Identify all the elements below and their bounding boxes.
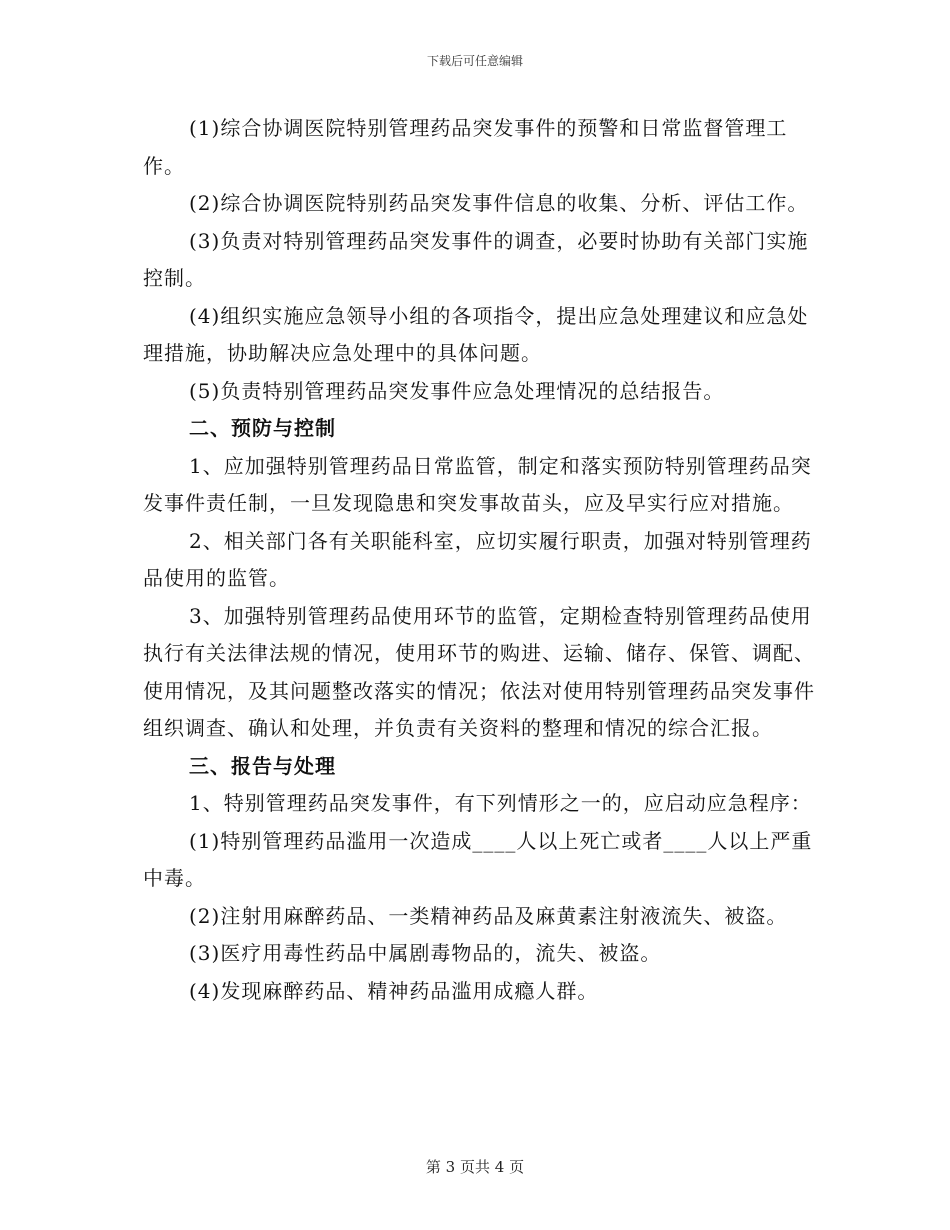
page-number: 第 3 页共 4 页	[425, 1158, 525, 1176]
paragraph: 1、特别管理药品突发事件，有下列情形之一的，应启动应急程序：	[189, 791, 812, 815]
paragraph: (2)注射用麻醉药品、一类精神药品及麻黄素注射液流失、被盗。	[189, 903, 788, 928]
paragraph: 2、相关部门各有关职能科室，应切实履行职责，加强对特别管理药品使用的监管。	[143, 528, 812, 590]
section-heading: 二、预防与控制	[189, 416, 336, 440]
section-heading: 三、报告与处理	[189, 753, 336, 778]
paragraph: (2)综合协调医院特别药品突发事件信息的收集、分析、评估工作。	[189, 191, 809, 215]
paragraph: (1)特别管理药品滥用一次造成____人以上死亡或者____人以上严重中毒。	[143, 828, 813, 890]
paragraph: 3、加强特别管理药品使用环节的监管，定期检查特别管理药品使用执行有关法律法规的情况，使用环节的购进、运输、储存、保管、调配、使用情况，及其问题整改落实的情况；依法对使用特别管理药品突发事件组织调查、确认和处理，并负责有关资料的整理和情况的综合汇报。	[143, 603, 815, 740]
paragraph: (1)综合协调医院特别管理药品突发事件的预警和日常监督管理工作。	[143, 116, 788, 178]
paragraph: (5)负责特别管理药品突发事件应急处理情况的总结报告。	[189, 378, 725, 403]
paragraph: (3)负责对特别管理药品突发事件的调查，必要时协助有关部门实施控制。	[143, 228, 809, 290]
document-body	[143, 110, 815, 1010]
paragraph: 1、应加强特别管理药品日常监管，制定和落实预防特别管理药品突发事件责任制，一旦发现隐患和突发事故苗头，应及早实行应对措施。	[143, 453, 812, 515]
paragraph: (4)发现麻醉药品、精神药品滥用成瘾人群。	[189, 978, 599, 1003]
paragraph: (3)医疗用毒性药品中属剧毒物品的，流失、被盗。	[189, 941, 662, 965]
paragraph: (4)组织实施应急领导小组的各项指令，提出应急处理建议和应急处理措施，协助解决应急处理中的具体问题。	[143, 303, 809, 365]
page-header: 下载后可任意编辑	[426, 54, 523, 68]
